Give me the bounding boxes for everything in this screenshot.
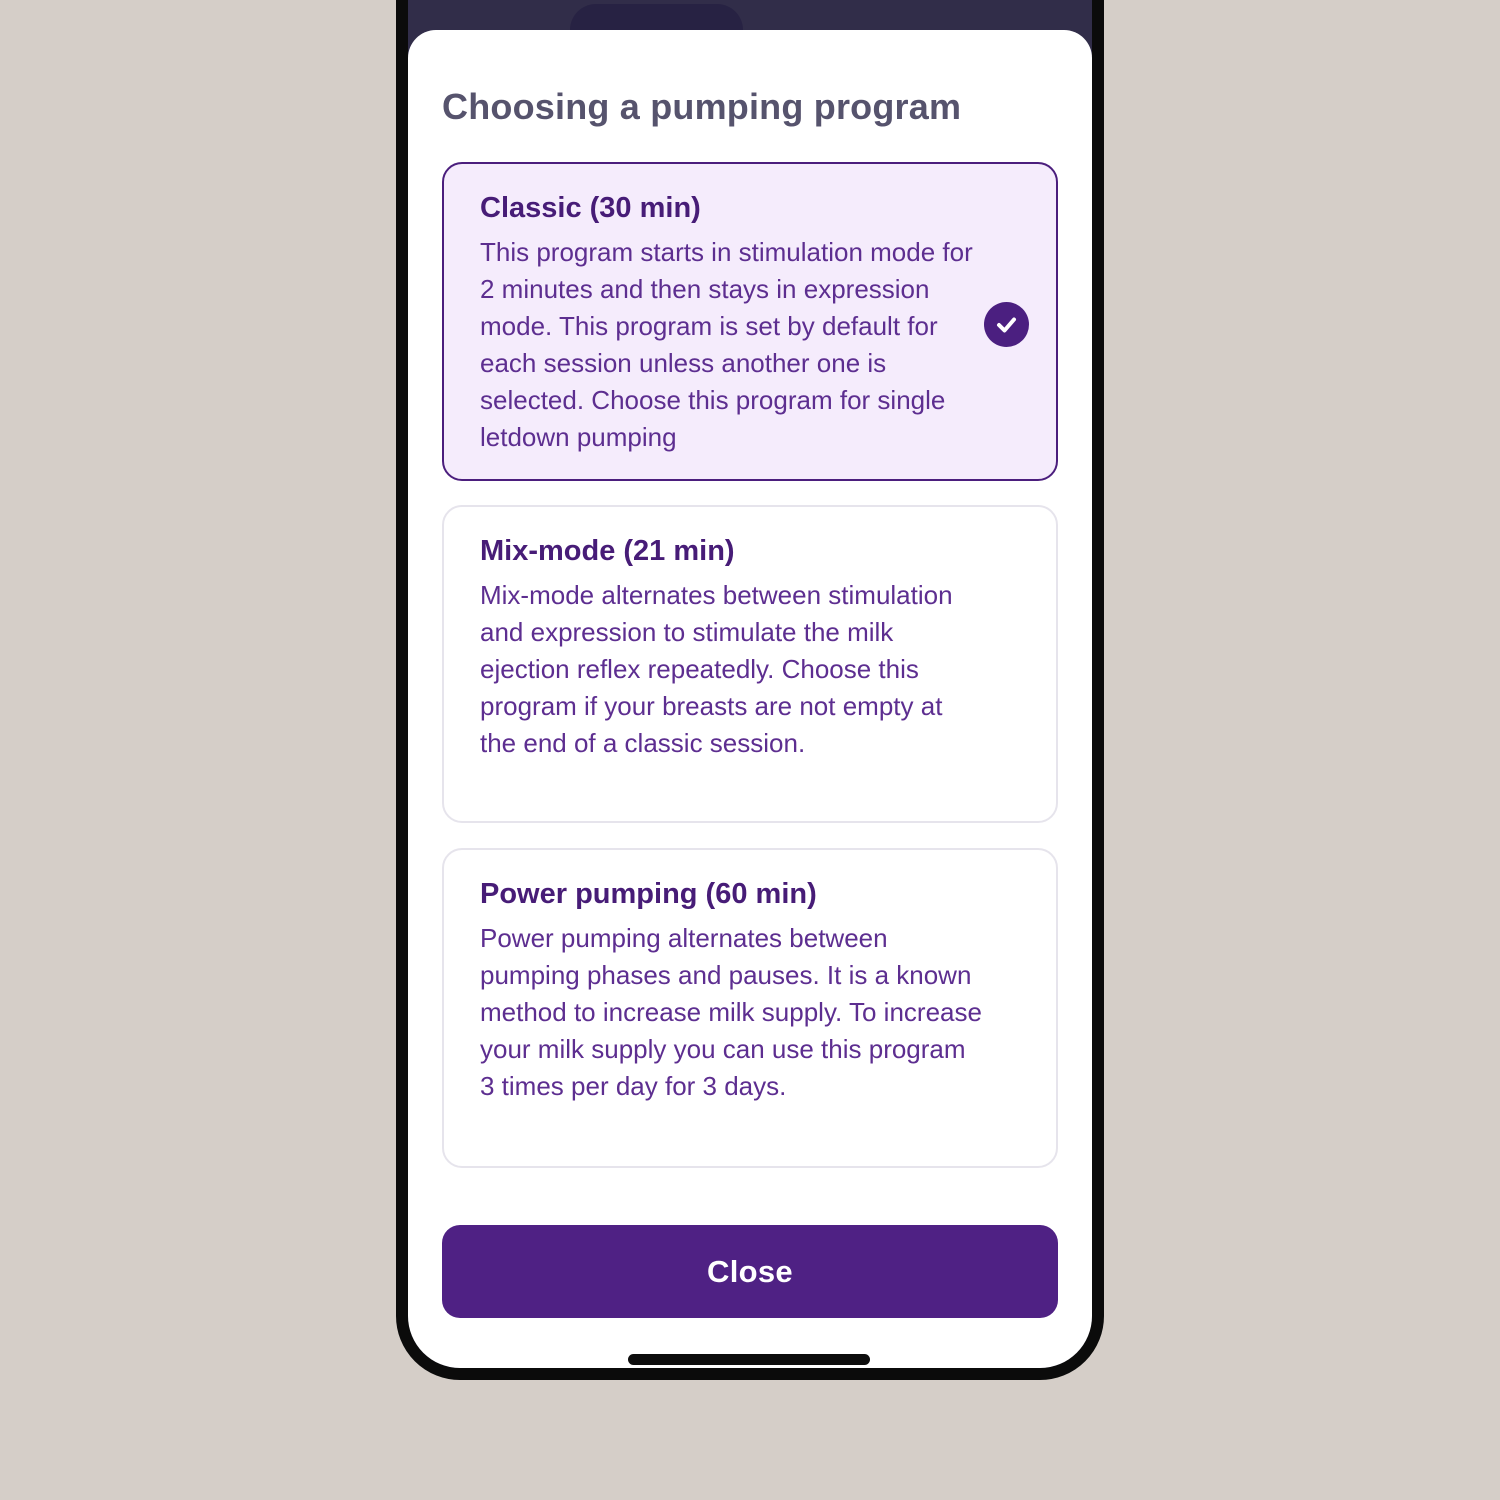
program-title: Power pumping (60 min) [480,878,817,910]
sheet-title: Choosing a pumping program [442,86,962,127]
program-option-power-pumping[interactable] [442,848,1058,1168]
program-description: Power pumping alternates between pumping phases and pauses. It is a known method to increase milk supply. To increase your milk supply you can use this program 3 times per day for 3 days. [480,923,982,1101]
bottom-sheet [408,30,1092,1368]
program-title: Mix-mode (21 min) [480,535,735,567]
selected-check-badge [984,302,1029,347]
program-description: Mix-mode alternates between stimulation and expression to stimulate the milk ejection reflex repeatedly. Choose this program if your breasts are not empty at the end of a classic session. [480,580,953,758]
program-option-classic[interactable] [442,162,1058,481]
close-button[interactable]: Close [442,1225,1058,1318]
phone-frame [396,0,1104,1380]
home-indicator[interactable] [628,1354,870,1365]
program-description: This program starts in stimulation mode for 2 minutes and then stays in expression mode. This program is set by default for each session unless another one is selected. Choose this program for single letdown pumping [480,237,973,452]
program-option-mix-mode[interactable] [442,505,1058,823]
checkmark-icon [994,312,1019,337]
phone-screen [408,0,1092,1368]
program-title: Classic (30 min) [480,192,701,224]
